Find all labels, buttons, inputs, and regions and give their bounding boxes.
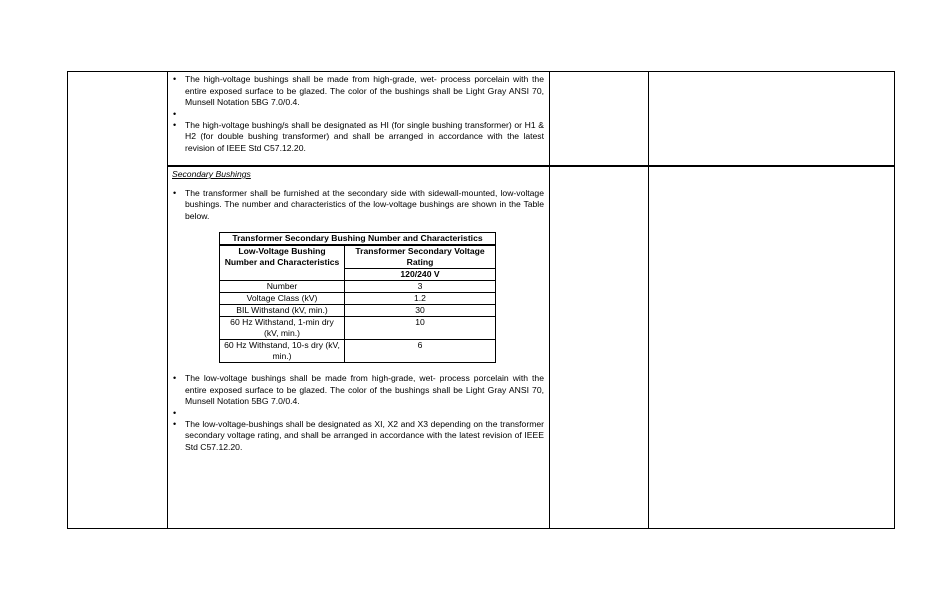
- table-row: [220, 293, 496, 305]
- column-divider: [549, 72, 550, 528]
- list-item: • The high-voltage bushing/s shall be designated as HI (for single bushing transformer) or H1 & H2 (for double bushing transformer) and shall be arranged in accordance with the latest revision of IEEE Std C57.12.20.: [172, 120, 544, 155]
- bullet-list: [172, 188, 544, 223]
- list-item: • The low-voltage bushings shall be made from high-grade, wet- process porcelain with the entire exposed surface to be glazed. The color of the bushings shall be Light Gray ANSI 70, Munsell Notation 5BG 7.0/0.4.: [172, 373, 544, 408]
- table-cell-value: 6: [345, 340, 496, 363]
- table-row: [220, 317, 496, 340]
- table-cell-value: 30: [345, 305, 496, 317]
- list-item: • The low-voltage-bushings shall be designated as XI, X2 and X3 depending on the transformer secondary voltage rating, and shall be arranged in accordance with the latest revision of IEEE Std C57.12.20.: [172, 419, 544, 454]
- table-row: [220, 281, 496, 293]
- table-row: [220, 340, 496, 363]
- table-cell-label: BIL Withstand (kV, min.): [220, 305, 345, 317]
- bullet-list: [172, 373, 544, 453]
- table-cell-label: 60 Hz Withstand, 10-s dry (kV, min.): [220, 340, 345, 363]
- spec-table: [67, 71, 895, 529]
- table-header-col1: Low-Voltage Bushing Number and Characteristics: [220, 245, 345, 281]
- table-cell-value: 3: [345, 281, 496, 293]
- high-voltage-bushings-cell: [172, 74, 544, 154]
- secondary-bushings-cell: [172, 169, 544, 453]
- table-cell-value: 10: [345, 317, 496, 340]
- list-item: • The high-voltage bushings shall be made from high-grade, wet- process porcelain with the entire exposed surface to be glazed. The color of the bushings shall be Light Gray ANSI 70, Munsell Notation 5BG 7.0/0.4.: [172, 74, 544, 109]
- table-subheader: 120/240 V: [345, 269, 496, 281]
- secondary-bushing-table: [219, 232, 496, 363]
- row-divider: [167, 165, 894, 167]
- table-cell-label: Voltage Class (kV): [220, 293, 345, 305]
- table-cell-label: 60 Hz Withstand, 1-min dry (kV, min.): [220, 317, 345, 340]
- column-divider: [167, 72, 168, 528]
- table-title: Transformer Secondary Bushing Number and Characteristics: [220, 233, 496, 246]
- list-item: • The transformer shall be furnished at the secondary side with sidewall-mounted, low-voltage bushings. The number and characteristics of the low-voltage bushings are shown in the Table below.: [172, 188, 544, 223]
- table-cell-label: Number: [220, 281, 345, 293]
- bullet-list: [172, 74, 544, 154]
- column-divider: [648, 72, 649, 528]
- table-header-col2: Transformer Secondary Voltage Rating: [345, 245, 496, 269]
- table-cell-value: 1.2: [345, 293, 496, 305]
- section-heading: Secondary Bushings: [172, 169, 251, 179]
- table-row: [220, 305, 496, 317]
